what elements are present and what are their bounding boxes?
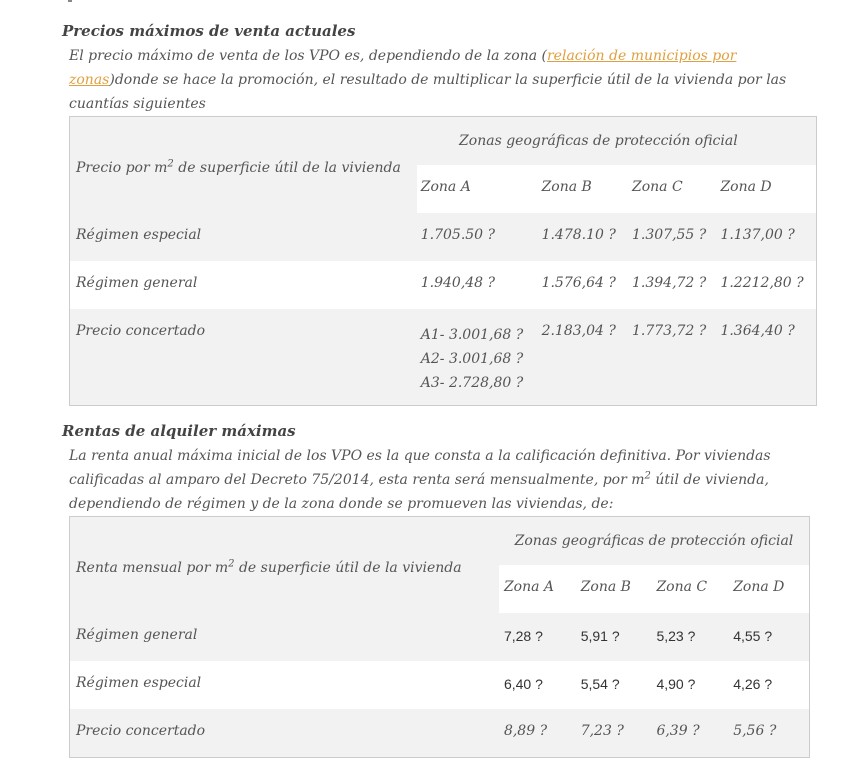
rental-intro: La renta anual máxima inicial de los VPO es la que consta a la calificación definitiva. Por viviendas calificadas al amparo del Decreto 75/2014, esta renta será mensualmente, por $m^2$ útil de vivienda, dependiendo de régimen y de la zona donde se promueven las viviendas, de: (69, 448, 771, 512)
table-row: Régimen general 7,28 ? 5,91 ? 5,23 ? 4,55 ? (76, 627, 773, 644)
rent-zone-a-header: Zona A (503, 579, 555, 595)
top-mark (68, 0, 72, 2)
rent-zone-c-header: Zona C (656, 579, 708, 595)
sale-zone-a-header: Zona A (420, 179, 471, 195)
sale-prices-table-box (69, 116, 817, 406)
section-title-sale-prices: Precios máximos de venta actuales (62, 22, 356, 40)
sale-prices-table (70, 117, 816, 403)
sale-prices-intro: El precio máximo de venta de los VPO es, dependiendo de la zona (relación de municipios por zonas)donde se hace la promoción, el resultado de multiplicar la superficie útil de la vivienda por las cuantías siguientes (69, 48, 787, 112)
sale-zone-b-header: Zona B (541, 179, 592, 195)
rent-zone-d-header: Zona D (733, 579, 785, 595)
rent-zone-b-header: Zona B (580, 579, 631, 595)
sale-group-header: Zonas geográficas de protección oficial (459, 133, 738, 149)
sale-zone-c-header: Zona C (631, 179, 683, 195)
table-row: Régimen general 1.940,48 ? 1.576,64 ? 1.394,72 ? 1.2212,80 ? (70, 261, 816, 309)
rent-row-header: Renta mensual por $m^2$ de superficie útil de la vivienda (76, 558, 462, 576)
municipalities-by-zone-link[interactable]: relación de municipios por zonas (69, 48, 737, 88)
section-title-rental: Rentas de alquiler máximas (62, 422, 296, 440)
rent-group-header: Zonas geográficas de protección oficial (514, 533, 794, 549)
sale-row-header: Precio por $m^2$ de superficie útil de la vivienda (76, 158, 401, 176)
table-row: Precio concertado 8,89 ? 7,23 ? 6,39 ? 5,56 ? (76, 723, 777, 739)
rental-table-box (69, 516, 810, 758)
table-row: Régimen especial 1.705.50 ? 1.478.10 ? 1.307,55 ? 1.137,00 ? (76, 227, 795, 243)
table-row: Precio concertado A1- 3.001,68 ? A2- 3.001,68 ? A3- 2.728,80 ? 2.183,04 ? 1.773,72 ? 1.364,40 ? (76, 323, 795, 391)
table-row: Régimen especial 6,40 ? 5,54 ? 4,90 ? 4,26 ? (70, 661, 809, 709)
sale-zone-d-header: Zona D (720, 179, 772, 195)
rental-table (70, 517, 809, 757)
